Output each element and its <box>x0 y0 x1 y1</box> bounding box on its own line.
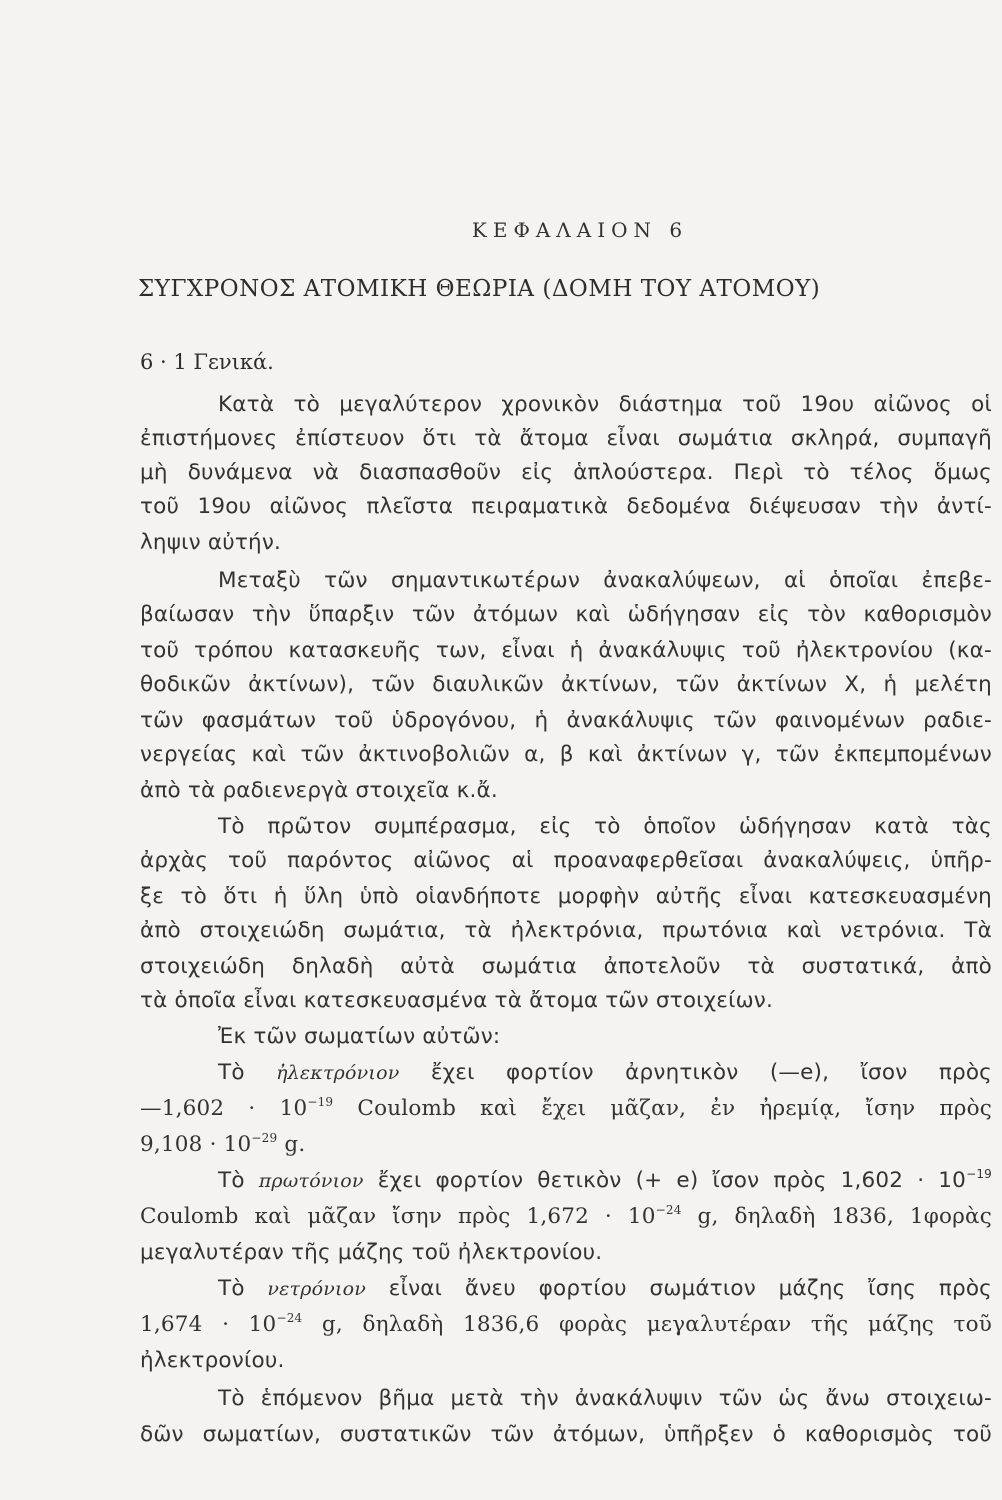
text-run: ἔχει φορτίον ἀρνητικὸν (—e), ἴσον πρὸς <box>399 1060 992 1085</box>
text-run: g, δηλαδὴ 1836,6 φορὰς μεγαλυτέραν τῆς μάζης τοῦ <box>302 1312 992 1337</box>
text-line: δῶν σωματίων, συστατικῶν τῶν ἀτόμων, ὑπῆρξεν ὁ καθορισμὸς τοῦ <box>140 1422 992 1447</box>
text-line: στοιχειώδη δηλαδὴ αὐτὰ σωμάτια ἀποτελοῦν τὰ συστατικά, ἀπὸ <box>140 954 992 979</box>
text-run: —1,602 · 10 <box>140 1096 308 1121</box>
exponent: −19 <box>307 1095 334 1109</box>
text-line: Ἐκ τῶν σωματίων αὐτῶν: <box>218 1024 501 1049</box>
text-line: ἀπὸ τὰ ραδιενεργὰ στοιχεῖα κ.ἄ. <box>140 778 498 803</box>
text-run: 9,108 · 10 <box>140 1132 252 1157</box>
exponent: −24 <box>655 1203 682 1217</box>
text-line: βαίωσαν τὴν ὕπαρξιν τῶν ἀτόμων καὶ ὡδήγησαν εἰς τὸν καθορισμὸν <box>140 602 992 627</box>
text-line: νεργείας καὶ τῶν ἀκτινοβολιῶν α, β καὶ ἀκτίνων γ, τῶν ἐκπεμπομένων <box>140 742 992 767</box>
text-line: μεγαλυτέραν τῆς μάζης τοῦ ἠλεκτρονίου. <box>140 1240 603 1265</box>
text-line <box>140 1308 992 1342</box>
text-line: μὴ δυνάμενα νὰ διασπασθοῦν εἰς ἁπλούστερα. Περὶ τὸ τέλος ὅμως <box>140 460 992 485</box>
term-electron: ἠλεκτρόνιον <box>276 1062 400 1084</box>
text-line: Τὸ ἑπόμενον βῆμα μετὰ τὴν ἀνακάλυψιν τῶν ὡς ἄνω στοιχειω- <box>218 1386 992 1411</box>
text-line: ἠλεκτρονίου. <box>140 1348 285 1373</box>
text-run: 1,674 · 10 <box>140 1312 277 1337</box>
text-line <box>140 1092 992 1126</box>
text-run: Coulomb καὶ μᾶζαν ἴσην πρὸς 1,672 · 10 <box>140 1204 656 1229</box>
text-run: ἔχει φορτίον θετικὸν (+ e) ἴσον πρὸς 1,602 · 10 <box>363 1168 967 1193</box>
text-line: Μεταξὺ τῶν σημαντικωτέρων ἀνακαλύψεων, αἱ ὁποῖαι ἐπεβε- <box>218 568 992 593</box>
text-line <box>140 1128 992 1162</box>
text-run: Τὸ <box>218 1276 268 1301</box>
text-line: ξε τὸ ὅτι ἡ ὕλη ὑπὸ οἱανδήποτε μορφὴν αὐτῆς εἶναι κατεσκευασμένη <box>140 884 992 909</box>
exponent: −24 <box>276 1311 303 1325</box>
text-line: θοδικῶν ἀκτίνων), τῶν διαυλικῶν ἀκτίνων, τῶν ἀκτίνων Χ, ἡ μελέτη <box>140 672 992 697</box>
text-line: ἐπιστήμονες ἐπίστευον ὅτι τὰ ἄτομα εἶναι σωμάτια σκληρά, συμπαγῆ <box>140 426 992 451</box>
exponent: −19 <box>966 1167 992 1181</box>
section-heading: 6 · 1 Γενικά. <box>140 350 274 374</box>
text-line: τοῦ τρόπου κατασκευῆς των, εἶναι ἡ ἀνακάλυψις τοῦ ἠλεκτρονίου (κα- <box>140 638 992 663</box>
term-neutron: νετρόνιον <box>267 1278 367 1300</box>
text-run: g, δηλαδὴ 1836, 1φορὰς <box>681 1204 992 1229</box>
text-line <box>218 1272 992 1306</box>
text-line: Κατὰ τὸ μεγαλύτερον χρονικὸν διάστημα τοῦ 19ου αἰῶνος οἱ <box>218 392 992 417</box>
text-line <box>218 1056 992 1090</box>
text-line <box>140 1200 992 1234</box>
text-line: ἀρχὰς τοῦ παρόντος αἰῶνος αἱ προαναφερθεῖσαι ἀνακαλύψεις, ὑπῆρ- <box>140 848 992 873</box>
text-line: τὰ ὁποῖα εἶναι κατεσκευασμένα τὰ ἄτομα τῶν στοιχείων. <box>140 988 774 1013</box>
text-line: ληψιν αὐτήν. <box>140 530 282 555</box>
text-line <box>218 1164 992 1198</box>
chapter-label: ΚΕΦΑΛΑΙΟΝ 6 <box>471 218 689 242</box>
chapter-title: ΣΥΓΧΡΟΝΟΣ ΑΤΟΜΙΚΗ ΘΕΩΡΙΑ (ΔΟΜΗ ΤΟΥ ΑΤΟΜΟΥ) <box>138 276 821 302</box>
text-line: τῶν φασμάτων τοῦ ὑδρογόνου, ἡ ἀνακάλυψις τῶν φαινομένων ραδιε- <box>140 708 992 733</box>
text-run: Τὸ <box>218 1168 259 1193</box>
text-line: τοῦ 19ου αἰῶνος πλεῖστα πειραματικὰ δεδομένα διέψευσαν τὴν ἀντί- <box>140 494 992 519</box>
text-line: Τὸ πρῶτον συμπέρασμα, εἰς τὸ ὁποῖον ὡδήγησαν κατὰ τὰς <box>218 814 992 839</box>
term-proton: πρωτόνιον <box>258 1170 364 1192</box>
text-line: ἀπὸ στοιχειώδη σωμάτια, τὰ ἠλεκτρόνια, πρωτόνια καὶ νετρόνια. Τὰ <box>140 918 992 943</box>
text-run: g. <box>277 1132 306 1157</box>
text-run: Coulomb καὶ ἔχει μᾶζαν, ἐν ἠρεμίᾳ, ἴσην πρὸς <box>333 1096 992 1121</box>
exponent: −29 <box>251 1131 278 1145</box>
text-run: Τὸ <box>218 1060 277 1085</box>
text-run: εἶναι ἄνευ φορτίου σωμάτιον μάζης ἴσης πρὸς <box>366 1276 992 1301</box>
